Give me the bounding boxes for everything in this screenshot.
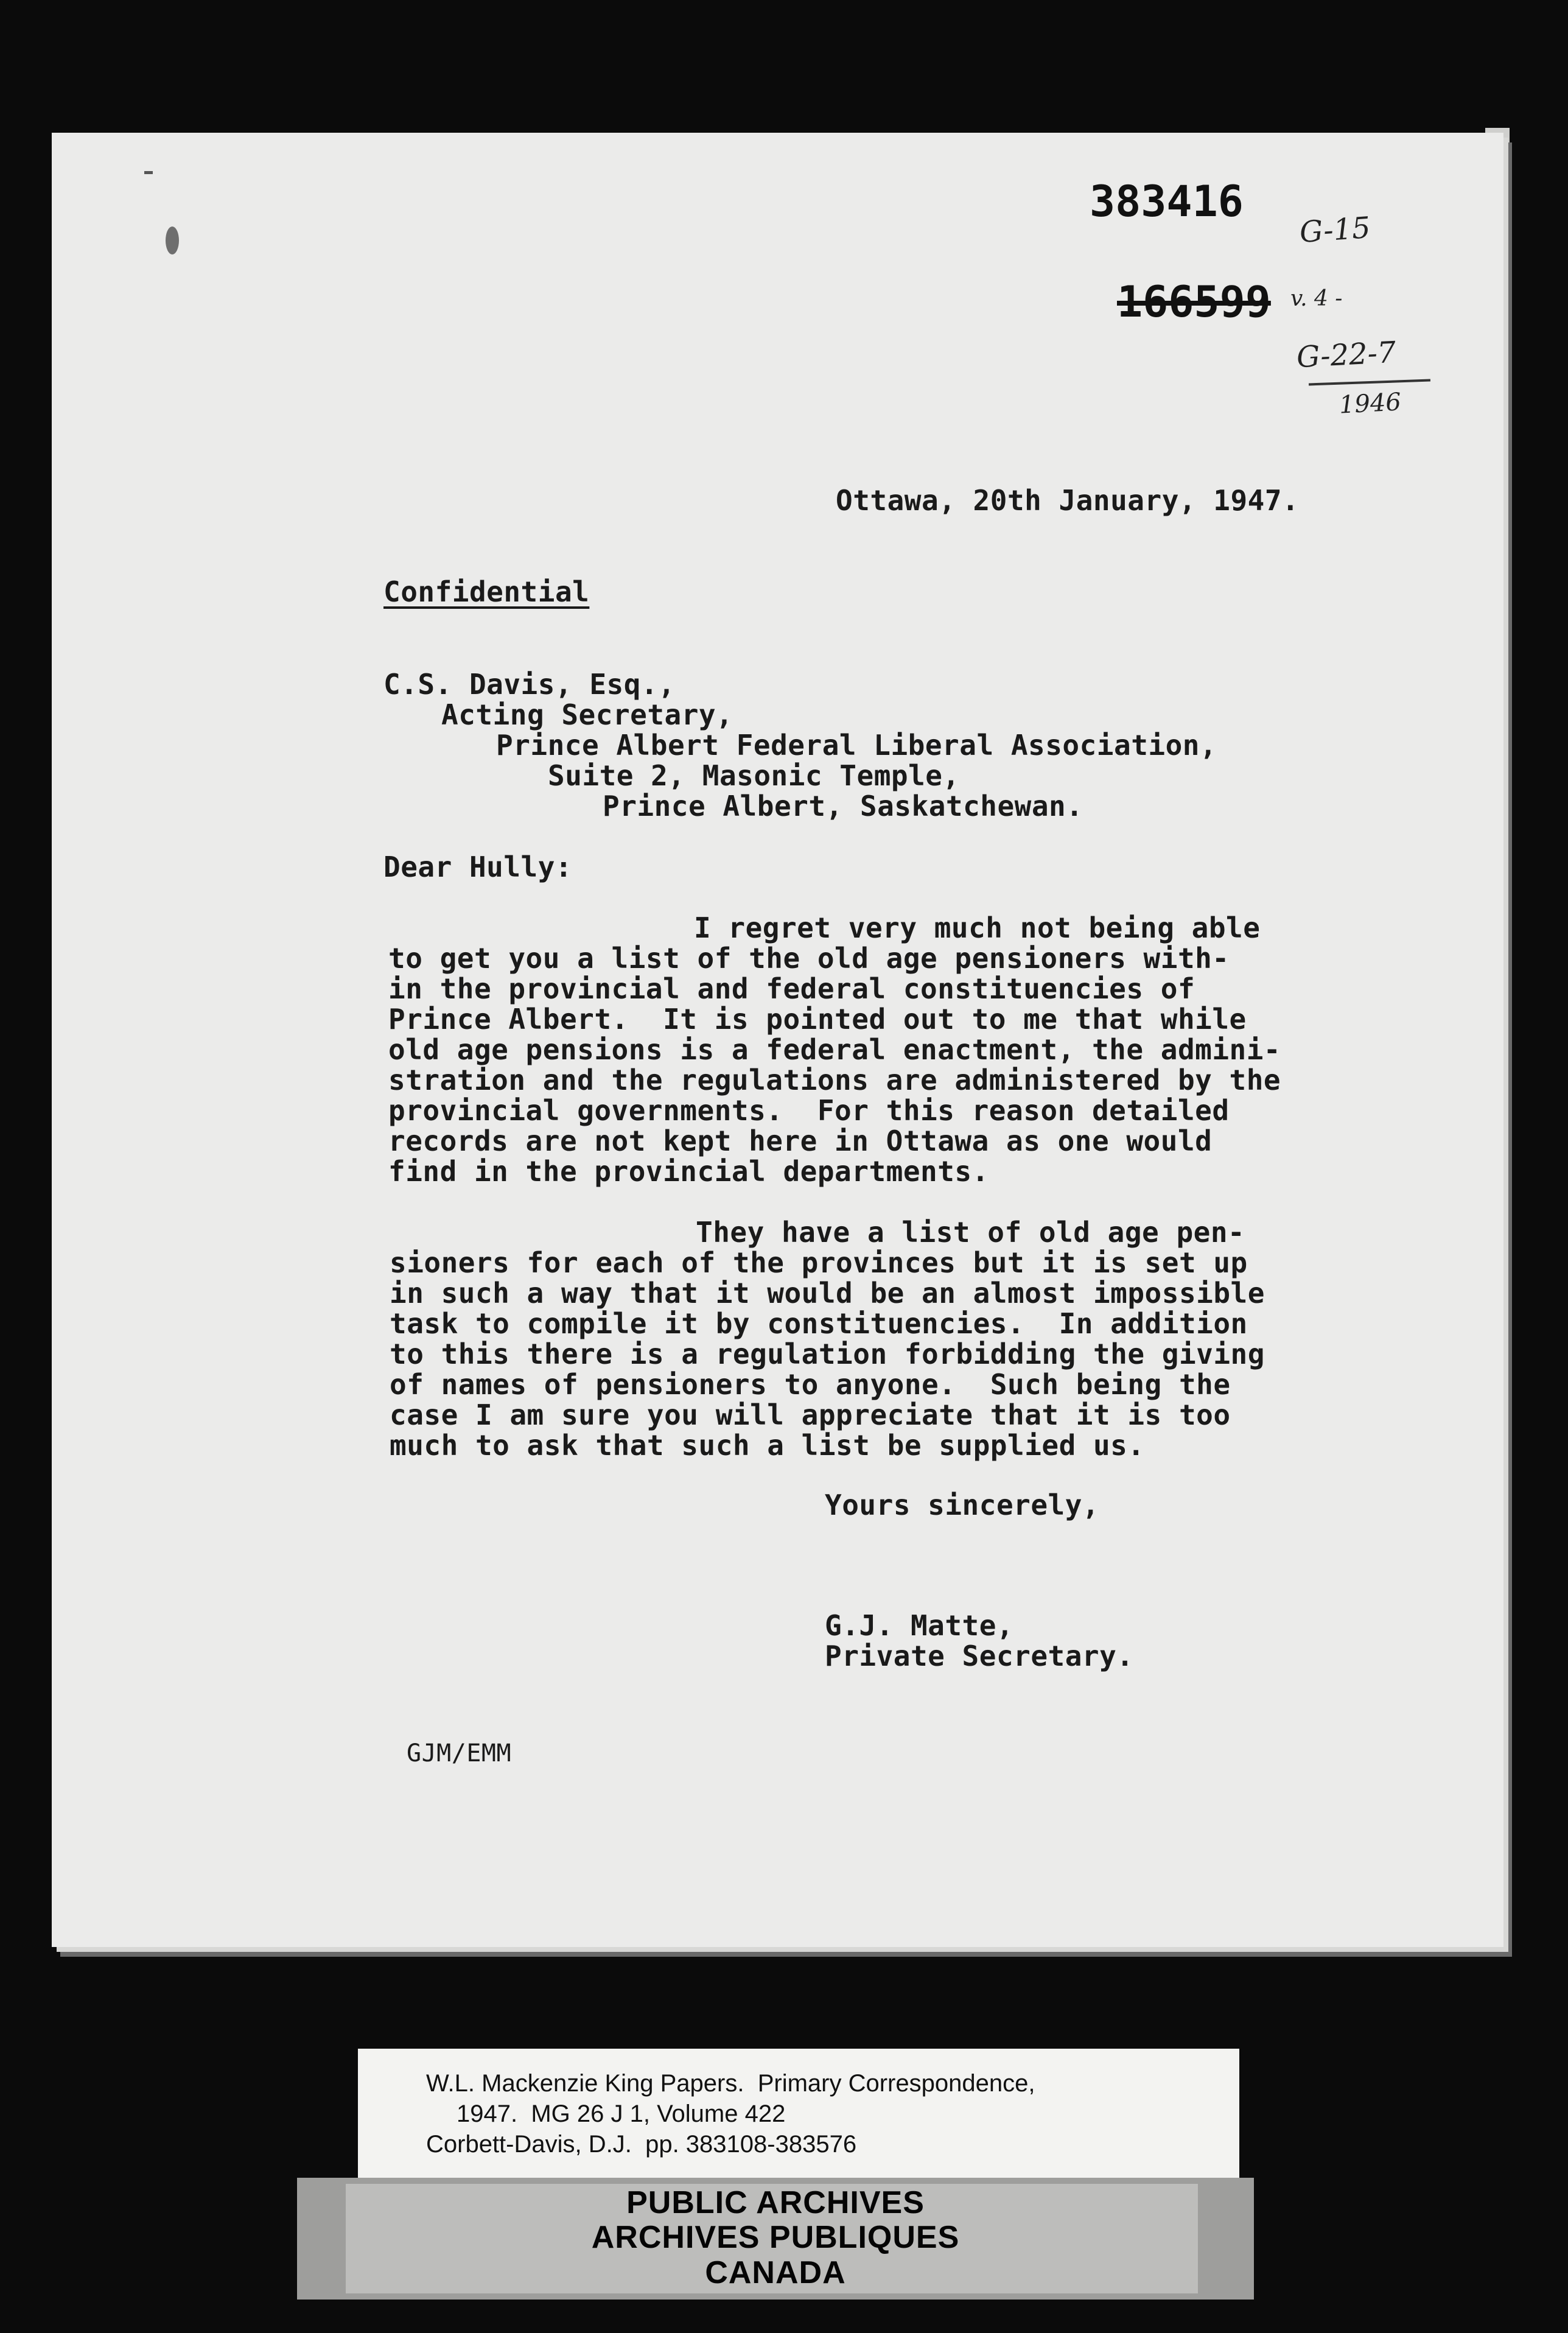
paragraph-line: records are not kept here in Ottawa as one would xyxy=(388,1124,1213,1157)
paragraph-line: sioners for each of the provinces but it is set up xyxy=(390,1246,1248,1279)
paragraph-line: find in the provincial departments. xyxy=(388,1155,989,1188)
date-line: Ottawa, 20th January, 1947. xyxy=(836,484,1300,517)
paragraph-line: old age pensions is a federal enactment, the admini- xyxy=(388,1033,1281,1066)
address-line: Prince Albert, Saskatchewan. xyxy=(603,790,1083,823)
old-document-number: 166599 xyxy=(1117,277,1271,327)
paragraph-line: of names of pensioners to anyone. Such being the xyxy=(390,1368,1231,1401)
archive-label-line: Corbett-Davis, D.J. pp. 383108-383576 xyxy=(426,2131,857,2158)
signer-name: G.J. Matte, xyxy=(825,1609,1014,1642)
archive-stamp-line: PUBLIC ARCHIVES xyxy=(626,2185,925,2220)
paragraph-line: in the provincial and federal constituencies of xyxy=(388,972,1195,1005)
handwritten-file-ref: G-22-7 xyxy=(1295,335,1397,375)
paragraph-line: case I am sure you will appreciate that it is too xyxy=(390,1398,1231,1431)
typist-initials: GJM/EMM xyxy=(407,1739,512,1767)
paragraph-line: in such a way that it would be an almost impossible xyxy=(390,1277,1265,1310)
paragraph-line: provincial governments. For this reason detailed xyxy=(388,1094,1230,1127)
paragraph-line: much to ask that such a list be supplied us. xyxy=(390,1429,1145,1462)
address-line: Suite 2, Masonic Temple, xyxy=(548,759,960,792)
handwritten-ref-top: G-15 xyxy=(1298,211,1372,250)
confidential-heading: Confidential xyxy=(383,575,590,608)
archive-label-line: W.L. Mackenzie King Papers. Primary Correspondence, xyxy=(426,2070,1035,2097)
paragraph-line: I regret very much not being able xyxy=(694,911,1261,944)
archive-stamp-line: CANADA xyxy=(705,2255,846,2290)
address-line: Acting Secretary, xyxy=(441,698,733,731)
address-line: C.S. Davis, Esq., xyxy=(383,668,676,701)
handwritten-volume: v. 4 - xyxy=(1290,286,1343,311)
document-number: 383416 xyxy=(1090,177,1244,226)
punch-hole xyxy=(166,226,179,254)
closing: Yours sincerely, xyxy=(825,1489,1100,1521)
paragraph-line: stration and the regulations are administered by the xyxy=(388,1064,1281,1096)
handwritten-year: 1946 xyxy=(1338,388,1402,419)
paragraph-line: to this there is a regulation forbidding the giving xyxy=(390,1338,1265,1370)
archive-label-line: 1947. MG 26 J 1, Volume 422 xyxy=(457,2100,786,2127)
paragraph-line: to get you a list of the old age pensioners with- xyxy=(388,942,1230,975)
salutation: Dear Hully: xyxy=(383,851,573,883)
signer-title: Private Secretary. xyxy=(825,1640,1134,1672)
address-line: Prince Albert Federal Liberal Association, xyxy=(496,729,1217,762)
paragraph-line: task to compile it by constituencies. In addition xyxy=(390,1307,1248,1340)
archive-stamp-line: ARCHIVES PUBLIQUES xyxy=(591,2220,960,2255)
margin-mark xyxy=(144,171,153,174)
paragraph-line: They have a list of old age pen- xyxy=(696,1216,1245,1249)
paragraph-line: Prince Albert. It is pointed out to me that while xyxy=(388,1003,1247,1036)
